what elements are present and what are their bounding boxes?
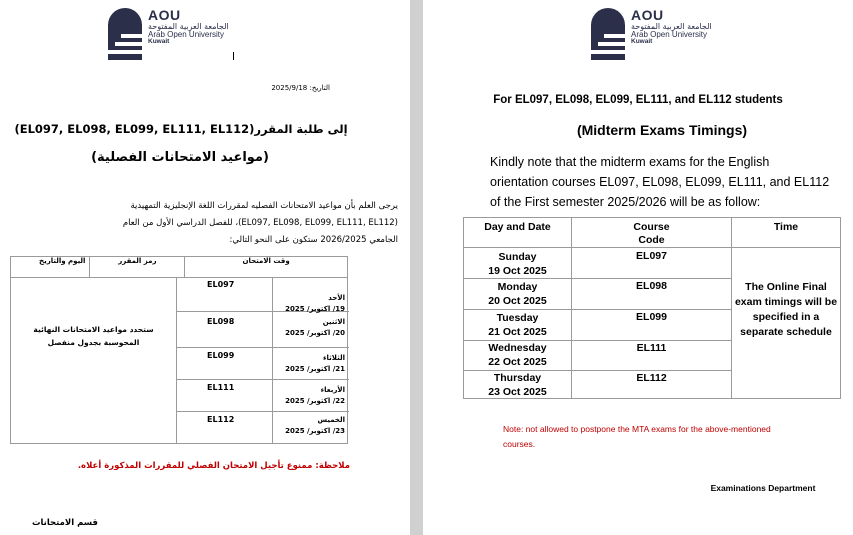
col-header-day: اليوم والتاريخ — [11, 257, 90, 278]
english-time-note: The Online Final exam timings will be specified in a separate schedule — [734, 281, 838, 338]
english-intro-paragraph — [490, 152, 850, 212]
row-day-label: Tuesday — [496, 312, 539, 324]
intro-paragraph — [10, 198, 398, 249]
intro-line-2: (EL097, EL098, EL099, EL111, EL112)، للفصل الدراسي الأول من العام — [122, 218, 398, 228]
arabic-time-note: ستحدد مواعيد الامتحانات النهائية المحوسبة بجدول منفصل — [33, 325, 154, 347]
row-date — [275, 385, 345, 407]
table-row — [464, 371, 732, 399]
course-code: EL111 — [636, 342, 667, 354]
intro-line-3: of the First semester 2025/2026 will be as follow: — [490, 195, 761, 209]
row-date — [464, 371, 571, 399]
english-department: Examinations Department — [710, 483, 816, 493]
logo-brand: AOU — [148, 7, 181, 23]
intro-line-2: orientation courses EL097, EL098, EL099, EL111, and EL112 — [490, 175, 830, 189]
row-date — [464, 280, 571, 308]
row-date — [275, 353, 345, 375]
note-line-2: courses. — [503, 439, 536, 449]
logo-english-name: Arab Open University — [148, 30, 225, 40]
row-day-label: Sunday — [498, 251, 537, 263]
course-code: EL098 — [207, 317, 235, 326]
page-gap — [410, 0, 423, 535]
course-code: EL098 — [636, 280, 667, 292]
col-header-code — [572, 221, 731, 247]
table-row — [177, 380, 349, 412]
row-date — [464, 311, 571, 339]
col-header-day: Day and Date — [484, 221, 551, 233]
english-schedule-table — [463, 217, 841, 399]
row-day-label: الاثنين — [322, 318, 345, 326]
course-code: EL099 — [636, 311, 667, 323]
row-day-label: الأربعاء — [320, 386, 345, 394]
row-date-label: 23 Oct 2025 — [488, 386, 547, 398]
course-code: EL112 — [636, 372, 667, 384]
logo-arabic-name: الجامعة العربية المفتوحة — [148, 21, 229, 31]
table-row — [464, 248, 732, 279]
row-day-label: الأحد — [328, 294, 345, 302]
intro-line-1: Kindly note that the midterm exams for the English — [490, 155, 770, 169]
heading-students: إلى طلبة المقرر(EL097, EL098, EL099, EL111, EL112) — [14, 122, 348, 136]
row-day-label: الثلاثاء — [322, 354, 345, 362]
aou-logo-mark — [108, 8, 142, 60]
course-code: EL097 — [207, 280, 235, 289]
aou-logo — [591, 8, 712, 60]
col-header-code-line1: Course — [633, 221, 670, 233]
table-row — [177, 312, 349, 348]
row-date-label: 20 Oct 2025 — [488, 295, 547, 307]
aou-logo-mark — [591, 8, 625, 60]
english-heading-midterm: (Midterm Exams Timings) — [576, 122, 748, 138]
course-code: EL099 — [207, 351, 235, 360]
course-code: EL111 — [207, 383, 235, 392]
row-date — [275, 415, 345, 437]
arabic-table-body — [10, 277, 348, 444]
logo-country: Kuwait — [631, 38, 653, 46]
table-row — [177, 348, 349, 380]
table-row — [177, 277, 349, 312]
row-date-label: 19 Oct 2025 — [488, 265, 547, 277]
row-date — [275, 317, 345, 339]
row-date — [464, 341, 571, 369]
row-day-label: Wednesday — [488, 342, 547, 354]
logo-arabic-name: الجامعة العربية المفتوحة — [631, 21, 712, 31]
arabic-page — [0, 0, 410, 535]
english-note — [503, 422, 848, 452]
row-date-label: 22/ اكتوبر/ 2025 — [285, 397, 345, 405]
arabic-schedule-table — [10, 256, 348, 278]
english-heading-students: For EL097, EL098, EL099, EL111, and EL112 students — [493, 94, 783, 106]
english-page — [423, 0, 853, 535]
row-date-label: 23/ اكتوبر/ 2025 — [285, 427, 345, 435]
row-date-label: 21 Oct 2025 — [488, 326, 547, 338]
logo-brand: AOU — [631, 7, 664, 23]
row-date-label: 21/ اكتوبر/ 2025 — [285, 365, 345, 373]
row-day-label: الخميس — [317, 416, 345, 424]
aou-logo — [108, 8, 229, 60]
logo-country: Kuwait — [148, 38, 170, 46]
intro-line-1: يرجى العلم بأن مواعيد الامتحانات الفصليه لمقررات اللغة الإنجليزية التمهيدية — [130, 201, 398, 211]
arabic-note: ملاحظة: ممنوع تأجيل الامتحان الفصلي للمقررات المذكورة أعلاه. — [77, 461, 350, 471]
row-date-label: 19/ اكتوبر/ 2025 — [285, 305, 345, 313]
col-header-code-line2: Code — [638, 234, 665, 246]
course-code: EL097 — [636, 250, 667, 262]
row-day-label: Thursday — [493, 372, 542, 384]
text-cursor — [233, 52, 234, 60]
table-row — [177, 412, 349, 443]
row-date-label: 20/ اكتوبر/ 2025 — [285, 329, 345, 337]
col-header-code: رمز المقرر — [90, 257, 185, 278]
row-date — [464, 250, 571, 278]
arabic-department: قسم الامتحانات — [31, 518, 98, 528]
table-row — [464, 279, 732, 310]
table-row — [464, 341, 732, 371]
intro-line-3: الجامعي 2026/2025 ستكون على النحو التالي: — [229, 235, 398, 245]
row-date-label: 22 Oct 2025 — [488, 356, 547, 368]
heading-midterm: (مواعيد الامتحانات الفصلية) — [91, 150, 269, 165]
course-code: EL112 — [207, 415, 235, 424]
row-day-label: Monday — [497, 281, 538, 293]
date-line: التاريخ: 2025/9/18 — [271, 84, 330, 92]
logo-english-name: Arab Open University — [631, 30, 708, 40]
col-header-time: وقت الامتحان — [185, 257, 348, 278]
col-header-time: Time — [773, 221, 799, 233]
table-row — [464, 310, 732, 341]
note-line-1: Note: not allowed to postpone the MTA exams for the above-mentioned — [503, 424, 771, 434]
